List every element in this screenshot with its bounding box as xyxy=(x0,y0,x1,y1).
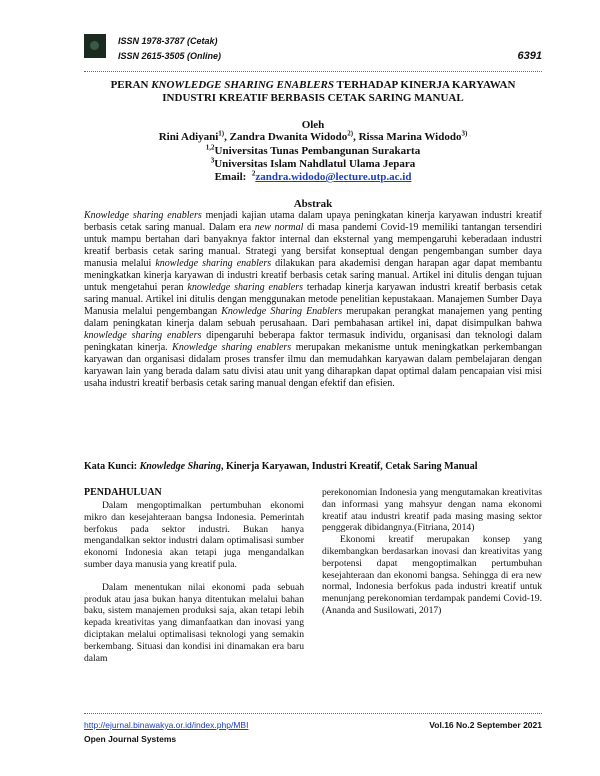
paragraph: Dalam mengoptimalkan pertumbuhan ekonomi mikro dan kesejahteraan bangsa Indonesia. Pemerintah berfokus pada sektor industri. Bukan hanya mengandalkan sektor industri dalam optimalisasi sumber ekonomi Indonesia akan tetapi juga mengandalkan sumber daya manusia yang kreatif pula. xyxy=(84,500,304,570)
keywords: Kata Kunci: Knowledge Sharing, Kinerja Karyawan, Industri Kreatif, Cetak Saring Manual xyxy=(84,461,478,472)
author-name: Zandra Dwanita Widodo xyxy=(229,131,348,143)
page-number: 6391 xyxy=(517,50,542,62)
author-list: Rini Adiyani$^{1)}$, Zandra Dwanita Widodo$^{2)}$, Rissa Marina Widodo$^{3)}$ xyxy=(158,129,468,143)
issn-print: ISSN 1978-3787 (Cetak) xyxy=(118,36,218,46)
paragraph: Ekonomi kreatif merupakan konsep yang dikembangkan berdasarkan inovasi dan kreativitas yang berpotensi dapat mengoptimalkan pertumbuhan kesejahteraan dan ekonomi bangsa. Sehingga di era new normal, Indonesia berfokus pada industri kreatif untuk menunjang perekonomian terdampak pandemi Covid-19. (Ananda and Susilowati, 2017) xyxy=(322,534,542,616)
affiliation: $^{1,2}$Universitas Tunas Pembangunan Surakarta xyxy=(205,143,421,157)
footer-divider xyxy=(84,713,542,714)
volume-info: Vol.16 No.2 September 2021 xyxy=(429,720,542,730)
email-line: Email: $^2$zandra.widodo@lecture.utp.ac.id xyxy=(214,169,412,183)
body-column-left xyxy=(84,487,304,664)
by-label: Oleh xyxy=(301,119,325,131)
body-column-right xyxy=(322,487,542,617)
issn-online: ISSN 2615-3505 (Online) xyxy=(118,51,222,61)
header-divider xyxy=(84,71,542,72)
ojs-label: Open Journal Systems xyxy=(84,734,177,744)
email-link[interactable]: zandra.widodo@lecture.utp.ac.id xyxy=(255,171,412,183)
abstract-heading: Abstrak xyxy=(293,198,333,210)
author-name: Rissa Marina Widodo xyxy=(358,131,462,143)
abstract-text: Knowledge sharing enablers menjadi kajian utama dalam upaya peningkatan kinerja karyawan industri kreatif berbasis cetak saring manual. Dalam era new normal di masa pandemi Covid-19 memiliki tantangan tersendiri untuk mampu bertahan dari banyaknya faktor internal dan eksternal yang mempengaruhi keberadaan industri kreatif berbasis cetak saring manual. Strategi yang bersifat konseptual dengan pengembangan sumber daya manusia melalui knowledge sharing enablers dilakukan para akademisi dengan harapan agar dapat membantu meningkatkan kinerja karyawan di industri kreatif berbasis cetak saring manual. Artikel ini ditulis dengan tujuan untuk mengetahui peran knowledge sharing enablers terhadap kinerja karyawan industri kreatif berbasis cetak saring manual. Artikel ini ditulis dengan menggunakan metode penelitian kepustakaan. Manajemen Sumber Daya Manusia melalui pengembangan Knowledge Sharing Enablers merupakan perangkat manajemen yang penting dalam peningkatan kinerja dalam sebuah perusahaan. Dari pembahasan artikel ini, dapat disimpulkan bahwa knowledge sharing enablers dipengaruhi beberapa faktor termasuk individu, organisasi dan teknologi dalam peningkatan kinerja. Knowledge sharing enablers merupakan mekanisme untuk meningkatkan perkembangan karyawan dan organisasi didalam proses transfer ilmu dan memudahkan karyawan dalam pembelajaran dengan karyawan lain yang berada dalam satu divisi atau unit yang diharapkan dapat optimal dalam pencapaian visi misi usaha industri kreatif berbasis cetak saring manual dengan efektif dan efisien. xyxy=(84,210,543,389)
journal-url-link[interactable]: http://ejurnal.binawakya.or.id/index.php/MBI xyxy=(84,720,249,730)
journal-logo xyxy=(84,34,106,58)
article-title: PERAN KNOWLEDGE SHARING ENABLERS TERHADAP KINERJA KARYAWAN INDUSTRI KREATIF BERBASIS CETAK SARING MANUAL xyxy=(110,79,516,104)
section-heading: PENDAHULUAN xyxy=(84,487,162,498)
paragraph: perekonomian Indonesia yang mengutamakan kreativitas dan informasi yang mahsyur dengan nama ekonomi kreatif atau industri kreatif pada masing masing sektor penggerak dibidangnya.(Fitriana, 2014) xyxy=(322,487,542,534)
paragraph: Dalam menentukan nilai ekonomi pada sebuah produk atau jasa bukan hanya ditentukan melalui bahan baku, sistem manajemen produksi saja, akan tetapi lebih kepada kreativitas yang dimanfaatkan dan inovasi yang diciptakan melalui optimalisasi teknologi yang semakin berkembang. Situasi dan kondisi ini dinamakan era baru dalam xyxy=(84,581,304,664)
author-name: Rini Adiyani xyxy=(158,131,219,143)
affiliation: $^3$Universitas Islam Nahdlatul Ulama Jepara xyxy=(210,156,416,170)
